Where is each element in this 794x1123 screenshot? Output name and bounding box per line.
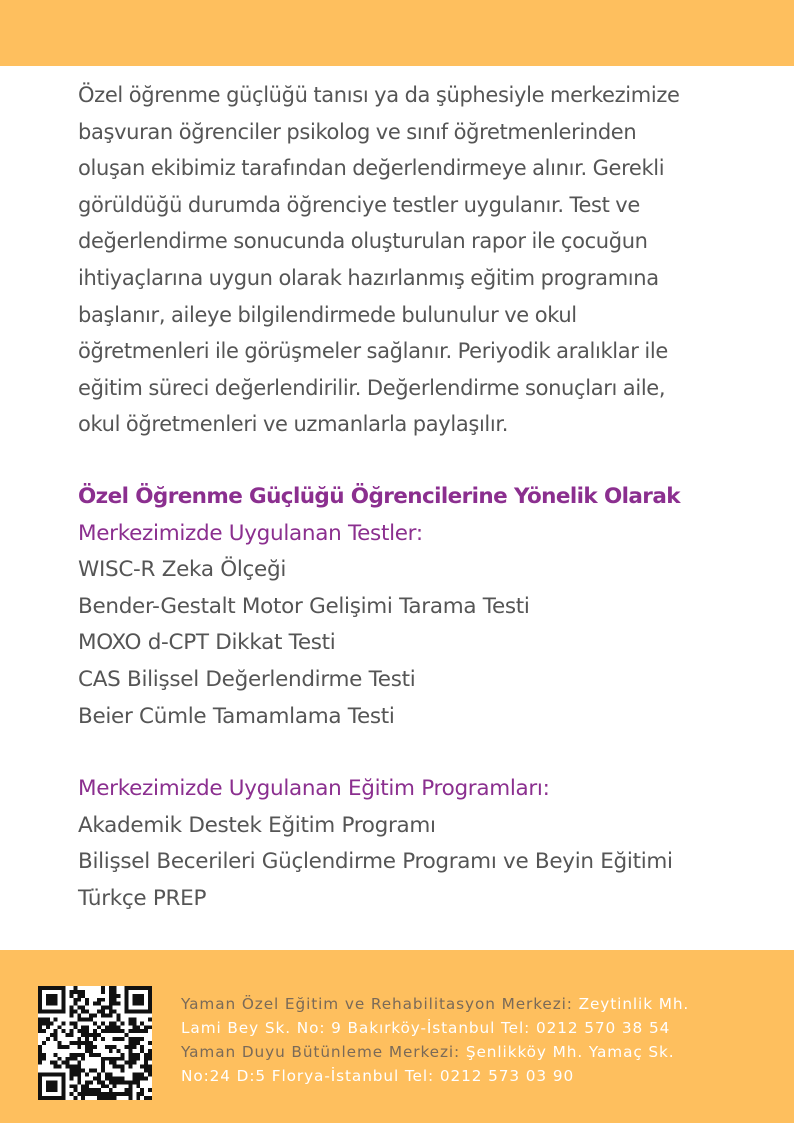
intro-line: başvuran öğrenciler psikolog ve sınıf öğretmenlerinden <box>78 119 637 144</box>
intro-line: görüldüğü durumda öğrenciye testler uygulanır. Test ve <box>78 192 640 217</box>
test-item: Bender-Gestalt Motor Gelişimi Tarama Testi <box>78 593 530 619</box>
center2-name: Yaman Duyu Bütünleme Merkezi: <box>181 1043 461 1061</box>
intro-line: değerlendirme sonucunda oluşturulan rapor ile çocuğun <box>78 229 648 254</box>
test-item: MOXO d-CPT Dikkat Testi <box>78 630 336 656</box>
program-item: Türkçe PREP <box>78 885 207 911</box>
intro-line: Özel öğrenme güçlüğü tanısı ya da şüphesiyle merkezimize <box>78 83 680 107</box>
footer-address <box>181 992 761 1088</box>
main-content <box>78 77 738 917</box>
qr-code-icon[interactable] <box>38 986 152 1100</box>
intro-line: öğretmenleri ile görüşmeler sağlanır. Periyodik aralıklar ile <box>78 339 668 364</box>
tests-heading: Merkezimizde Uygulanan Testler: <box>78 520 423 546</box>
test-item: CAS Bilişsel Değerlendirme Testi <box>78 666 416 692</box>
top-color-band <box>0 0 794 66</box>
program-item: Akademik Destek Eğitim Programı <box>78 812 436 838</box>
intro-line: başlanır, aileye bilgilendirmede bulunulur ve okul <box>78 302 577 327</box>
test-item: Beier Cümle Tamamlama Testi <box>78 703 395 729</box>
intro-line: ihtiyaçlarına uygun olarak hazırlanmış eğitim programına <box>78 265 659 290</box>
programs-heading: Merkezimizde Uygulanan Eğitim Programları: <box>78 776 550 802</box>
program-item: Bilişsel Becerileri Güçlendirme Programı ve Beyin Eğitimi <box>78 849 673 875</box>
center1-address-line2: Lami Bey Sk. No: 9 Bakırköy-İstanbul Tel: 0212 570 38 54 <box>181 1019 671 1037</box>
center1-name: Yaman Özel Eğitim ve Rehabilitasyon Merkezi: <box>181 995 573 1013</box>
center2-address-line2: No:24 D:5 Florya-İstanbul Tel: 0212 573 03 90 <box>181 1067 575 1085</box>
test-item: WISC-R Zeka Ölçeği <box>78 557 286 583</box>
programs-section <box>78 771 738 917</box>
intro-paragraph <box>78 77 738 443</box>
tests-section <box>78 479 738 918</box>
tests-heading-bold: Özel Öğrenme Güçlüğü Öğrencilerine Yönelik Olarak <box>78 483 680 509</box>
intro-line: oluşan ekibimiz tarafından değerlendirmeye alınır. Gerekli <box>78 156 665 181</box>
intro-line: okul öğretmenleri ve uzmanlarla paylaşılır. <box>78 412 509 437</box>
center2-address: Şenlikköy Mh. Yamaç Sk. <box>460 1043 675 1061</box>
intro-line: eğitim süreci değerlendirilir. Değerlendirme sonuçları aile, <box>78 375 666 400</box>
center1-address: Zeytinlik Mh. <box>572 995 690 1013</box>
